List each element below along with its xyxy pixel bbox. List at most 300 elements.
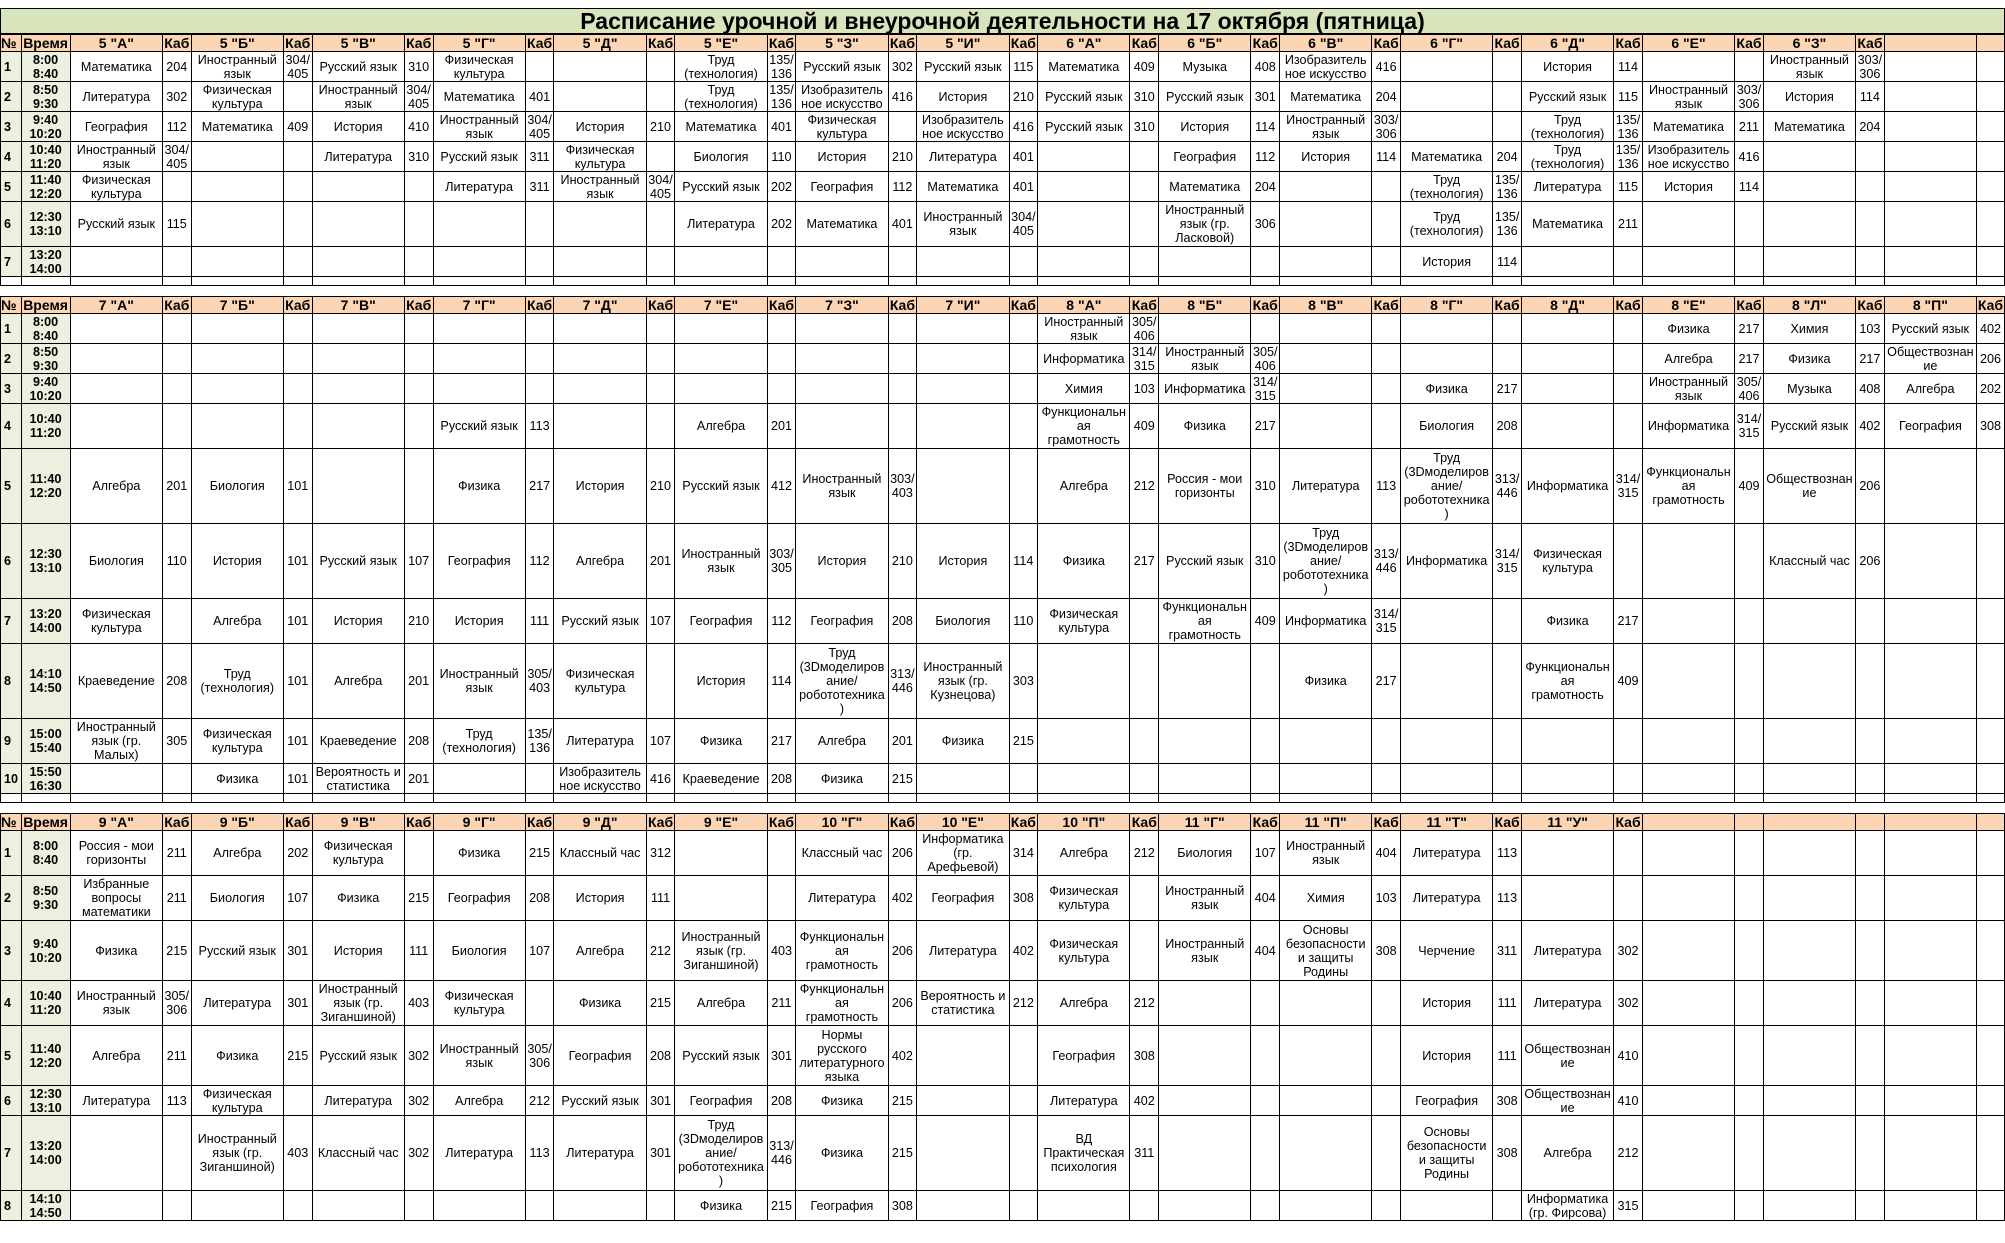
room-cell: 313/ 446 <box>1372 524 1401 599</box>
spacer-cell <box>1372 277 1401 286</box>
room-cell: 202 <box>283 831 312 876</box>
room-cell <box>1009 314 1038 344</box>
spacer-cell <box>1614 794 1643 803</box>
spacer-cell <box>1 277 22 286</box>
class-header: 6 "Г" <box>1401 35 1493 52</box>
subject-cell: Классный час <box>554 831 646 876</box>
subject-cell: Литература <box>1401 831 1493 876</box>
room-cell: 314/ 315 <box>1735 404 1764 449</box>
room-cell: 311 <box>1493 921 1522 981</box>
lesson-number: 3 <box>1 112 22 142</box>
room-cell <box>1977 247 2005 277</box>
room-cell: 403 <box>767 921 796 981</box>
room-cell: 401 <box>767 112 796 142</box>
class-header: 7 "В" <box>312 297 404 314</box>
room-cell <box>1130 876 1159 921</box>
room-cell: 135/ 136 <box>1614 142 1643 172</box>
spacer-cell <box>917 794 1009 803</box>
subject-cell: Вероятность и статистика <box>312 764 404 794</box>
room-cell: 416 <box>646 764 675 794</box>
room-cell <box>1977 172 2005 202</box>
subject-cell <box>1038 142 1130 172</box>
room-cell: 101 <box>283 524 312 599</box>
subject-cell: История <box>796 524 888 599</box>
subject-cell: Литература <box>917 142 1009 172</box>
lesson-number: 5 <box>1 172 22 202</box>
room-cell <box>1493 644 1522 719</box>
subject-cell <box>1763 831 1855 876</box>
subject-cell: Иностранный язык (гр. Ласковой) <box>1159 202 1251 247</box>
room-cell <box>1735 1026 1764 1086</box>
room-cell: 215 <box>1009 719 1038 764</box>
room-cell <box>1614 404 1643 449</box>
subject-cell: Русский язык <box>312 524 404 599</box>
room-cell <box>1977 1086 2005 1116</box>
room-cell <box>1977 981 2005 1026</box>
room-cell: 308 <box>1130 1026 1159 1086</box>
room-cell <box>1735 52 1764 82</box>
room-cell <box>1372 314 1401 344</box>
spacer-cell <box>1009 277 1038 286</box>
subject-cell <box>1884 831 1976 876</box>
room-cell <box>1009 764 1038 794</box>
spacer-cell <box>646 794 675 803</box>
subject-cell: Русский язык <box>917 52 1009 82</box>
subject-cell <box>1884 1086 1976 1116</box>
class-header: 7 "Б" <box>191 297 283 314</box>
subject-cell <box>1521 374 1613 404</box>
room-cell <box>1735 247 1764 277</box>
table-row <box>1 374 2005 404</box>
subject-cell <box>1884 247 1976 277</box>
room-cell: 410 <box>404 112 433 142</box>
room-cell: 304/ 405 <box>162 142 191 172</box>
room-cell: 215 <box>404 876 433 921</box>
room-cell <box>1735 876 1764 921</box>
subject-cell: Музыка <box>1763 374 1855 404</box>
subject-cell <box>1642 921 1734 981</box>
room-cell: 416 <box>1372 52 1401 82</box>
room-cell: 202 <box>767 172 796 202</box>
room-cell: 212 <box>1009 981 1038 1026</box>
subject-cell <box>917 1026 1009 1086</box>
room-cell: 303/ 306 <box>1735 82 1764 112</box>
subject-cell: Физика <box>796 764 888 794</box>
room-cell <box>525 1191 554 1221</box>
room-cell: 211 <box>1614 202 1643 247</box>
table-row <box>1 314 2005 344</box>
subject-cell: География <box>796 599 888 644</box>
subject-cell: Физика <box>796 1116 888 1191</box>
subject-cell <box>312 449 404 524</box>
room-cell: 217 <box>1856 344 1885 374</box>
room-cell: 135/ 136 <box>1614 112 1643 142</box>
room-cell <box>1130 921 1159 981</box>
room-cell <box>1856 644 1885 719</box>
spacer-cell <box>70 794 162 803</box>
room-cell: 404 <box>1372 831 1401 876</box>
subject-cell <box>1884 1191 1976 1221</box>
room-cell <box>162 172 191 202</box>
room-header: Каб <box>164 813 190 830</box>
room-cell <box>1614 247 1643 277</box>
subject-cell: Физика <box>675 1191 767 1221</box>
room-cell: 204 <box>1372 82 1401 112</box>
schedule-block-3 <box>0 813 2005 1221</box>
room-cell: 412 <box>767 449 796 524</box>
class-header: 8 "Е" <box>1642 297 1734 314</box>
subject-cell: Труд (технология) <box>433 719 525 764</box>
room-cell: 402 <box>888 1026 917 1086</box>
room-cell <box>1372 1116 1401 1191</box>
room-cell <box>283 172 312 202</box>
table-row <box>1 112 2005 142</box>
room-cell: 212 <box>1130 981 1159 1026</box>
spacer-cell <box>767 277 796 286</box>
room-cell <box>1372 981 1401 1026</box>
subject-cell: Литература <box>1521 172 1613 202</box>
room-cell <box>162 599 191 644</box>
room-cell: 103 <box>1856 314 1885 344</box>
room-header: Каб <box>527 34 553 51</box>
subject-cell: Классный час <box>796 831 888 876</box>
room-cell: 303/ 305 <box>767 524 796 599</box>
subject-cell: Русский язык <box>796 52 888 82</box>
class-header: 5 "И" <box>917 35 1009 52</box>
room-cell: 217 <box>1251 404 1280 449</box>
spacer-cell <box>1130 794 1159 803</box>
subject-cell <box>312 404 404 449</box>
class-header: 7 "З" <box>796 297 888 314</box>
room-cell: 103 <box>1372 876 1401 921</box>
room-cell: 401 <box>888 202 917 247</box>
spacer-cell <box>21 277 70 286</box>
room-cell <box>1856 876 1885 921</box>
room-header: Каб <box>1615 34 1641 51</box>
subject-cell: Черчение <box>1401 921 1493 981</box>
room-cell: 311 <box>525 172 554 202</box>
room-cell <box>1735 921 1764 981</box>
class-header: 7 "Д" <box>554 297 646 314</box>
room-cell: 409 <box>1130 52 1159 82</box>
class-header: 11 "Т" <box>1401 814 1493 831</box>
subject-cell <box>1763 719 1855 764</box>
room-header: Каб <box>527 813 553 830</box>
subject-cell: Иностранный язык <box>1159 921 1251 981</box>
subject-cell <box>312 374 404 404</box>
spacer-cell <box>554 794 646 803</box>
subject-cell <box>1401 344 1493 374</box>
room-cell <box>1977 524 2005 599</box>
subject-cell: Математика <box>1642 112 1734 142</box>
room-cell: 111 <box>646 876 675 921</box>
room-header: Каб <box>406 34 432 51</box>
room-cell: 115 <box>162 202 191 247</box>
lesson-number: 7 <box>1 1116 22 1191</box>
subject-cell <box>70 1191 162 1221</box>
subject-cell: Иностранный язык (гр. Зиганшиной) <box>312 981 404 1026</box>
subject-cell <box>1642 1026 1734 1086</box>
room-cell: 305/ 406 <box>1735 374 1764 404</box>
lesson-time: 9:40 10:20 <box>21 921 70 981</box>
room-cell: 211 <box>162 1026 191 1086</box>
subject-cell: Биология <box>917 599 1009 644</box>
spacer-cell <box>1642 277 1734 286</box>
subject-cell <box>1159 1086 1251 1116</box>
subject-cell: Русский язык <box>433 142 525 172</box>
subject-cell <box>554 52 646 82</box>
room-header: Каб <box>1252 34 1278 51</box>
subject-cell: Биология <box>191 876 283 921</box>
room-cell: 416 <box>1009 112 1038 142</box>
room-cell <box>646 374 675 404</box>
class-header: 8 "А" <box>1038 297 1130 314</box>
room-cell <box>1856 247 1885 277</box>
room-cell <box>1130 202 1159 247</box>
room-cell: 114 <box>1251 112 1280 142</box>
subject-cell: Труд (3Dмоделиров ание/ робототехника ) <box>675 1116 767 1191</box>
room-cell: 201 <box>404 764 433 794</box>
subject-cell: Русский язык <box>1884 314 1976 344</box>
spacer-cell <box>675 277 767 286</box>
subject-cell: Алгебра <box>1038 981 1130 1026</box>
subject-cell <box>1280 764 1372 794</box>
subject-cell <box>1763 1086 1855 1116</box>
subject-cell: Литература <box>1038 1086 1130 1116</box>
room-cell: 408 <box>1856 374 1885 404</box>
subject-cell: Функциональн ая грамотность <box>1642 449 1734 524</box>
room-cell: 103 <box>1130 374 1159 404</box>
room-cell <box>1493 599 1522 644</box>
room-header: Каб <box>889 34 915 51</box>
room-cell: 114 <box>1856 82 1885 112</box>
room-cell: 404 <box>1251 876 1280 921</box>
lesson-time: 11:40 12:20 <box>21 172 70 202</box>
room-cell <box>283 247 312 277</box>
subject-cell: Обществознан ие <box>1521 1026 1613 1086</box>
room-cell: 135/ 136 <box>1493 202 1522 247</box>
room-header: Каб <box>1373 296 1399 313</box>
spacer-cell <box>796 794 888 803</box>
subject-cell <box>1038 764 1130 794</box>
lesson-number: 2 <box>1 82 22 112</box>
subject-cell: Изобразитель ное искусство <box>917 112 1009 142</box>
subject-cell: Литература <box>554 719 646 764</box>
room-cell <box>1856 831 1885 876</box>
lesson-time: 10:40 11:20 <box>21 981 70 1026</box>
subject-cell <box>1642 1116 1734 1191</box>
subject-cell <box>675 344 767 374</box>
subject-cell: Иностранный язык <box>554 172 646 202</box>
room-cell <box>1130 599 1159 644</box>
room-cell: 215 <box>888 1086 917 1116</box>
room-cell: 113 <box>525 404 554 449</box>
lesson-time: 9:40 10:20 <box>21 112 70 142</box>
subject-cell <box>1401 764 1493 794</box>
room-header: Каб <box>1010 813 1036 830</box>
room-cell: 409 <box>1251 599 1280 644</box>
class-header: 5 "Е" <box>675 35 767 52</box>
room-header: Каб <box>1373 34 1399 51</box>
room-cell <box>162 1116 191 1191</box>
subject-cell <box>433 202 525 247</box>
spacer-cell <box>191 277 283 286</box>
table-row <box>1 449 2005 524</box>
room-cell <box>525 202 554 247</box>
subject-cell: Физика <box>796 1086 888 1116</box>
room-cell <box>1372 404 1401 449</box>
subject-cell: Литература <box>796 876 888 921</box>
room-cell: 304/ 405 <box>525 112 554 142</box>
room-cell <box>1977 202 2005 247</box>
subject-cell: Алгебра <box>554 921 646 981</box>
subject-cell <box>191 314 283 344</box>
room-cell <box>525 247 554 277</box>
subject-cell: Физическая культура <box>70 172 162 202</box>
room-cell <box>1009 404 1038 449</box>
subject-cell <box>1642 247 1734 277</box>
room-cell: 410 <box>1614 1086 1643 1116</box>
subject-cell: Иностранный язык <box>191 52 283 82</box>
room-cell: 302 <box>162 82 191 112</box>
spacer-cell <box>404 794 433 803</box>
subject-cell <box>1280 981 1372 1026</box>
room-cell: 314/ 315 <box>1130 344 1159 374</box>
subject-cell <box>675 876 767 921</box>
subject-cell: Физическая культура <box>1521 524 1613 599</box>
subject-cell: Биология <box>433 921 525 981</box>
room-cell: 110 <box>162 524 191 599</box>
subject-cell: Биология <box>70 524 162 599</box>
room-cell <box>1251 314 1280 344</box>
subject-cell: История <box>1280 142 1372 172</box>
spacer-cell <box>525 277 554 286</box>
subject-cell: Классный час <box>312 1116 404 1191</box>
subject-cell: Физическая культура <box>554 644 646 719</box>
room-cell <box>162 314 191 344</box>
room-cell: 201 <box>404 644 433 719</box>
subject-cell: География <box>433 876 525 921</box>
subject-cell: Иностранный язык <box>433 1026 525 1086</box>
subject-cell <box>1401 82 1493 112</box>
subject-cell: Труд (технология) <box>1521 142 1613 172</box>
table-row <box>1 247 2005 277</box>
table-row <box>1 404 2005 449</box>
subject-cell: Алгебра <box>70 1026 162 1086</box>
room-cell: 201 <box>162 449 191 524</box>
subject-cell: Физическая культура <box>433 981 525 1026</box>
subject-cell: Труд (технология) <box>675 82 767 112</box>
subject-cell: Математика <box>70 52 162 82</box>
room-cell: 215 <box>888 764 917 794</box>
subject-cell: История <box>1521 52 1613 82</box>
room-cell: 217 <box>1372 644 1401 719</box>
room-cell <box>1493 719 1522 764</box>
room-header: Каб <box>647 813 674 830</box>
lesson-time: 8:00 8:40 <box>21 52 70 82</box>
spacer-cell <box>1884 794 1976 803</box>
room-cell: 113 <box>1493 831 1522 876</box>
subject-cell: Иностранный язык (гр. Малых) <box>70 719 162 764</box>
room-cell: 107 <box>404 524 433 599</box>
subject-cell: Физика <box>554 981 646 1026</box>
lesson-number: 5 <box>1 449 22 524</box>
room-cell: 302 <box>1614 921 1643 981</box>
room-cell: 113 <box>1372 449 1401 524</box>
subject-cell <box>1884 644 1976 719</box>
room-cell <box>1735 599 1764 644</box>
room-cell <box>1977 719 2005 764</box>
room-cell: 112 <box>888 172 917 202</box>
subject-cell: История <box>1763 82 1855 112</box>
room-header: Каб <box>1736 34 1762 51</box>
lesson-time: 12:30 13:10 <box>21 202 70 247</box>
room-cell <box>1977 599 2005 644</box>
subject-cell <box>1038 247 1130 277</box>
room-cell: 304/ 405 <box>404 82 433 112</box>
subject-cell <box>1763 876 1855 921</box>
subject-cell <box>917 314 1009 344</box>
room-cell <box>283 82 312 112</box>
lesson-time: 10:40 11:20 <box>21 142 70 172</box>
subject-cell: География <box>1038 1026 1130 1086</box>
subject-cell <box>1642 1191 1734 1221</box>
subject-cell: Математика <box>1401 142 1493 172</box>
room-cell: 402 <box>1977 314 2005 344</box>
room-cell <box>646 314 675 344</box>
subject-cell <box>1521 831 1613 876</box>
room-cell: 403 <box>283 1116 312 1191</box>
room-cell <box>646 344 675 374</box>
subject-cell: Иностранный язык <box>1159 876 1251 921</box>
room-cell: 115 <box>1009 52 1038 82</box>
subject-cell <box>1763 142 1855 172</box>
class-header: 9 "Б" <box>191 814 283 831</box>
subject-cell: География <box>675 1086 767 1116</box>
room-cell <box>646 142 675 172</box>
room-header: Каб <box>1494 34 1520 51</box>
subject-cell <box>312 344 404 374</box>
room-cell: 211 <box>162 831 191 876</box>
room-cell <box>1856 599 1885 644</box>
subject-cell: Изобразитель ное искусство <box>1642 142 1734 172</box>
room-header: Каб <box>285 34 311 51</box>
time-header: Время <box>21 814 70 831</box>
subject-cell: Информатика <box>1401 524 1493 599</box>
subject-cell <box>1642 524 1734 599</box>
room-cell <box>1251 981 1280 1026</box>
spacer-cell <box>888 794 917 803</box>
subject-cell: Физическая культура <box>796 112 888 142</box>
lesson-time: 8:50 9:30 <box>21 344 70 374</box>
room-cell <box>888 247 917 277</box>
subject-cell: Русский язык <box>1159 82 1251 112</box>
room-cell: 313/ 446 <box>888 644 917 719</box>
subject-cell: Математика <box>675 112 767 142</box>
class-header: 5 "Г" <box>433 35 525 52</box>
subject-cell <box>675 831 767 876</box>
room-cell <box>888 404 917 449</box>
subject-cell <box>1642 202 1734 247</box>
room-cell <box>283 202 312 247</box>
spacer-cell <box>1614 277 1643 286</box>
lesson-time: 14:10 14:50 <box>21 644 70 719</box>
subject-cell: Физическая культура <box>70 599 162 644</box>
subject-cell: Литература <box>1280 449 1372 524</box>
subject-cell: Математика <box>1159 172 1251 202</box>
room-cell <box>1493 1191 1522 1221</box>
subject-cell: Изобразитель ное искусство <box>1280 52 1372 82</box>
